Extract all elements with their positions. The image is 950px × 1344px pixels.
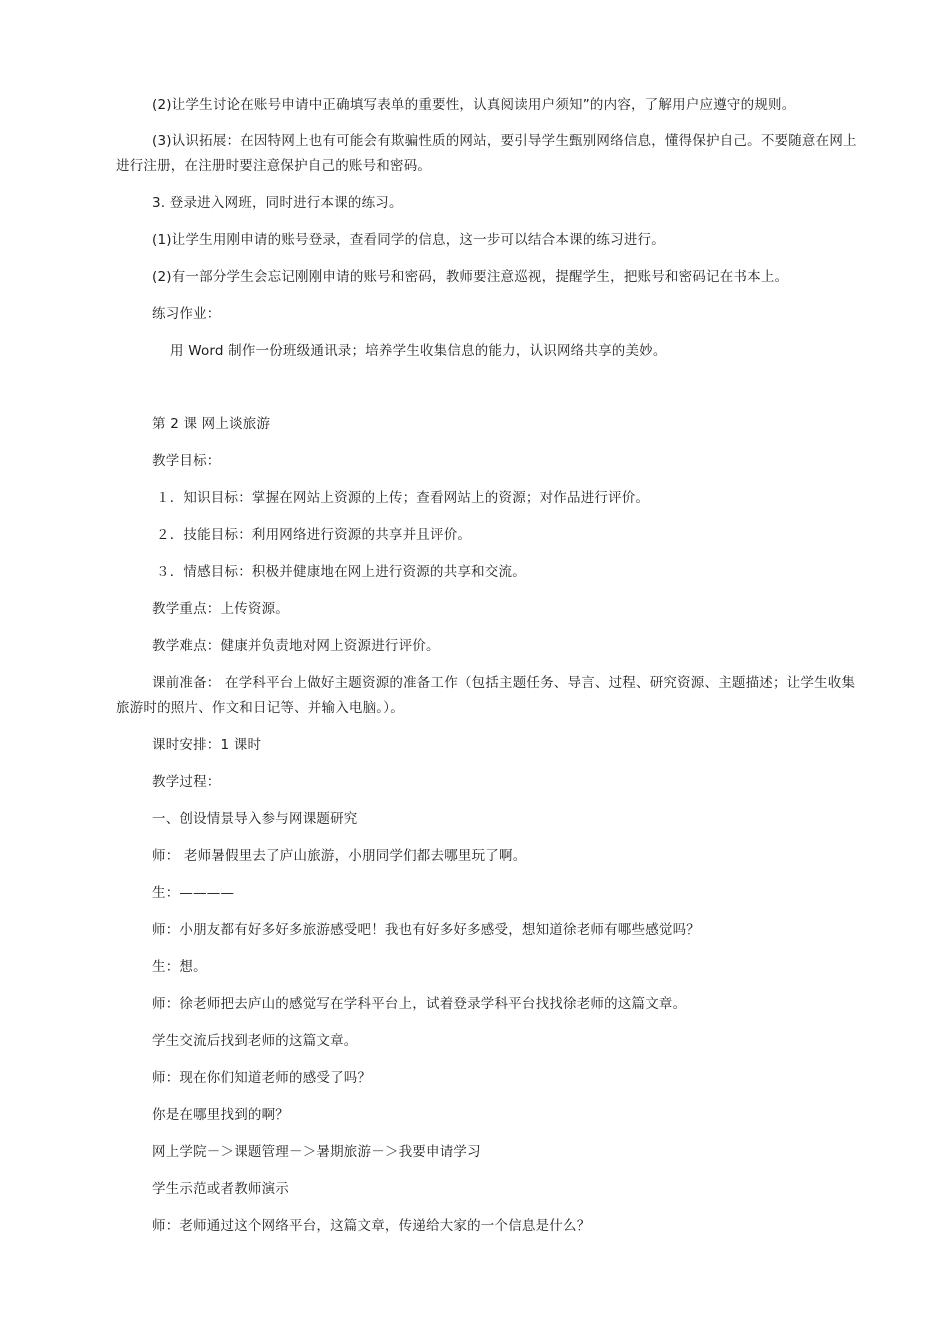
paragraph: 教学过程： (152, 774, 221, 790)
paragraph: (3)认识拓展：在因特网上也有可能会有欺骗性质的网站，要引导学生甄别网络信息，懂得保护自己。不要随意在网上进行注册，在注册时要注意保护自己的账号和密码。 (116, 133, 857, 174)
paragraph: 学生示范或者教师演示 (152, 1181, 289, 1197)
paragraph: 师：老师通过这个网络平台，这篇文章，传递给大家的一个信息是什么？ (152, 1218, 591, 1234)
paragraph: 教学难点：健康并负责地对网上资源进行评价。 (152, 638, 440, 654)
paragraph: 教学重点：上传资源。 (152, 601, 289, 617)
paragraph: (2)有一部分学生会忘记刚刚申请的账号和密码，教师要注意巡视，提醒学生，把账号和密码记在书本上。 (152, 269, 789, 285)
paragraph: 教学目标： (152, 453, 221, 469)
paragraph: 生：———— (152, 885, 235, 901)
paragraph: 生：想。 (152, 959, 207, 975)
paragraph: 一、创设情景导入参与网课题研究 (152, 811, 358, 827)
paragraph: 师： 老师暑假里去了庐山旅游，小朋同学们都去哪里玩了啊。 (152, 848, 527, 864)
paragraph: 师：徐老师把去庐山的感觉写在学科平台上，试着登录学科平台找找徐老师的这篇文章。 (152, 996, 687, 1012)
paragraph: 你是在哪里找到的啊？ (152, 1107, 289, 1123)
paragraph: 师：现在你们知道老师的感受了吗？ (152, 1070, 372, 1086)
paragraph: 课前准备： 在学科平台上做好主题资源的准备工作（包括主题任务、导言、过程、研究资源、主题描述；让学生收集旅游时的照片、作文和日记等、并输入电脑。）。 (116, 675, 856, 716)
paragraph: 课时安排：1 课时 (152, 737, 262, 753)
paragraph: 网上学院－＞课题管理－＞暑期旅游－＞我要申请学习 (152, 1144, 481, 1160)
paragraph: 学生交流后找到老师的这篇文章。 (152, 1033, 358, 1049)
paragraph: 用 Word 制作一份班级通讯录；培养学生收集信息的能力，认识网络共享的美妙。 (170, 343, 667, 359)
list-item: ２．技能目标：利用网络进行资源的共享并且评价。 (156, 527, 472, 543)
paragraph: 练习作业： (152, 306, 221, 322)
list-item: １．知识目标：掌握在网站上资源的上传；查看网站上的资源；对作品进行评价。 (156, 490, 650, 506)
paragraph: 3. 登录进入网班，同时进行本课的练习。 (152, 195, 403, 211)
section-title: 第 2 课 网上谈旅游 (152, 416, 271, 432)
paragraph: (2)让学生讨论在账号申请中正确填写表单的重要性，认真阅读用户须知”的内容，了解用户应遵守的规则。 (152, 97, 796, 113)
list-item: ３．情感目标：积极并健康地在网上进行资源的共享和交流。 (156, 564, 526, 580)
paragraph: (1)让学生用刚申请的账号登录，查看同学的信息，这一步可以结合本课的练习进行。 (152, 232, 665, 248)
paragraph: 师：小朋友都有好多好多旅游感受吧！我也有好多好多感受，想知道徐老师有哪些感觉吗？ (152, 922, 700, 938)
